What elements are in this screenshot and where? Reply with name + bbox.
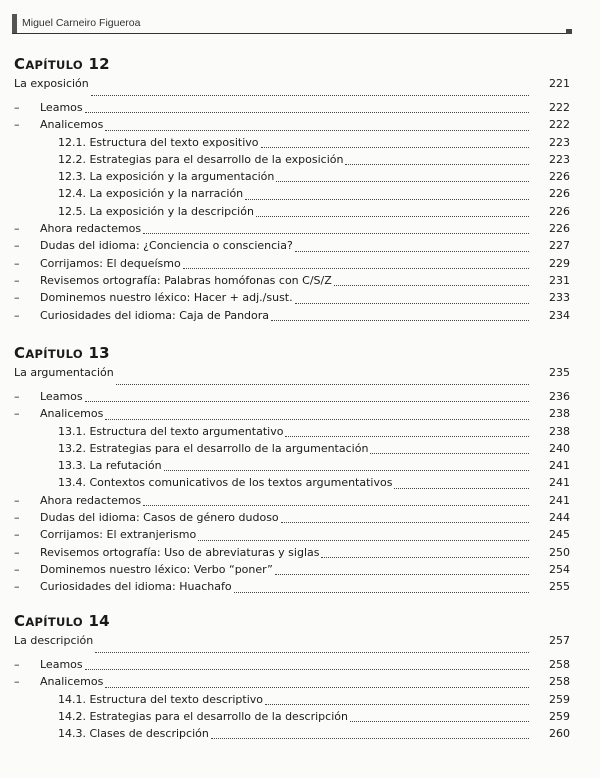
entry-page: 255 [549, 580, 570, 594]
toc-entry-main[interactable] [14, 366, 570, 390]
dash-bullet: – [14, 390, 20, 403]
toc-entry[interactable] [14, 476, 570, 493]
running-header [12, 14, 572, 34]
leader-dots [95, 652, 529, 653]
entry-page: 222 [549, 118, 570, 132]
dash-bullet: – [14, 273, 20, 287]
toc-entry[interactable] [14, 257, 570, 274]
entry-page: 226 [549, 204, 570, 218]
leader-dots [285, 436, 529, 437]
entry-page: 233 [549, 291, 570, 305]
entry-page: 234 [549, 308, 570, 322]
entry-page: 258 [549, 658, 570, 671]
dash-bullet: – [14, 658, 20, 671]
entry-label: Dudas del idioma: Casos de género dudoso [40, 511, 279, 525]
toc-entry[interactable] [14, 390, 570, 407]
leader-dots [85, 112, 529, 113]
entry-page: 226 [549, 170, 570, 184]
dash-bullet: – [14, 675, 20, 689]
entry-label: Leamos [40, 101, 83, 114]
toc-entry[interactable] [14, 274, 570, 291]
leader-dots [245, 199, 529, 200]
dash-bullet: – [14, 291, 20, 305]
entry-label: Ahora redactemos [40, 493, 142, 507]
leader-dots [143, 505, 529, 506]
leader-dots [265, 704, 529, 705]
entry-page: 244 [549, 511, 570, 525]
entry-label: 13.2. Estrategias para el desarrollo de la argumentación [58, 441, 369, 455]
entry-page: 222 [549, 101, 570, 114]
dash-bullet: – [14, 239, 20, 253]
entry-page: 245 [549, 528, 570, 542]
leader-dots [183, 268, 529, 269]
entry-page: 236 [549, 390, 570, 403]
entry-page: 258 [549, 675, 570, 689]
leader-dots [271, 320, 529, 321]
entry-page: 226 [549, 222, 570, 236]
leader-dots [85, 401, 529, 402]
dash-bullet: – [14, 528, 20, 542]
chapter-title: CAPÍTULO 14 [14, 612, 110, 630]
dash-bullet: – [14, 118, 20, 132]
entry-page: 229 [549, 256, 570, 270]
toc-entry[interactable] [14, 494, 570, 511]
entry-page: 223 [549, 152, 570, 166]
toc-entry[interactable] [14, 407, 570, 424]
entry-label: 13.4. Contextos comunicativos de los textos argumentativos [58, 476, 393, 490]
chapter-14 [14, 612, 570, 744]
entry-page: 238 [549, 407, 570, 421]
entry-page: 240 [549, 441, 570, 455]
toc-entry[interactable] [14, 136, 570, 153]
entry-label: 14.2. Estrategias para el desarrollo de la descripción [58, 709, 348, 723]
toc-entry[interactable] [14, 425, 570, 442]
leader-dots [105, 130, 529, 131]
entry-label: Analicemos [40, 675, 104, 689]
entry-label: Revisemos ortografía: Palabras homófonas con C/S/Z [40, 273, 332, 287]
entry-label: Ahora redactemos [40, 222, 142, 236]
entry-label: Leamos [40, 658, 83, 671]
toc-entry[interactable] [14, 291, 570, 308]
toc-entry-main[interactable] [14, 634, 570, 658]
entry-page: 231 [549, 273, 570, 287]
leader-dots [295, 251, 529, 252]
entry-label: 12.2. Estrategias para el desarrollo de la exposición [58, 152, 344, 166]
toc-entry[interactable] [14, 727, 570, 744]
entry-label: Corrijamos: El dequeísmo [40, 256, 181, 270]
entry-label: Revisemos ortografía: Uso de abreviaturas y siglas [40, 545, 320, 559]
toc-entry[interactable] [14, 170, 570, 187]
toc-entry[interactable] [14, 528, 570, 545]
entry-page: 254 [549, 562, 570, 576]
dash-bullet: – [14, 562, 20, 576]
leader-dots [198, 540, 529, 541]
entry-label: 13.3. La refutación [58, 459, 162, 473]
entry-label: 14.1. Estructura del texto descriptivo [58, 692, 264, 706]
toc-entry[interactable] [14, 187, 570, 204]
leader-dots [321, 557, 529, 558]
entry-label: 12.4. La exposición y la narración [58, 187, 244, 201]
toc-entry[interactable] [14, 693, 570, 710]
entry-page: 238 [549, 424, 570, 438]
entry-page: 241 [549, 459, 570, 473]
entry-page: 257 [549, 634, 570, 647]
entry-page: 235 [549, 366, 570, 379]
entry-page: 241 [549, 476, 570, 490]
toc-entry[interactable] [14, 153, 570, 170]
entry-label: La descripción [14, 634, 94, 647]
toc-entry[interactable] [14, 101, 570, 118]
leader-dots [234, 592, 529, 593]
entry-label: Dominemos nuestro léxico: Hacer + adj./sust. [40, 291, 293, 305]
toc-entry-main[interactable] [14, 77, 570, 101]
toc-entry[interactable] [14, 239, 570, 256]
leader-dots [276, 181, 529, 182]
toc-entry[interactable] [14, 205, 570, 222]
leader-dots [164, 470, 529, 471]
toc-entry[interactable] [14, 442, 570, 459]
dash-bullet: – [14, 493, 20, 507]
leader-dots [295, 303, 529, 304]
entry-page: 250 [549, 545, 570, 559]
entry-label: La argumentación [14, 366, 114, 379]
entry-page: 227 [549, 239, 570, 253]
leader-dots [105, 687, 529, 688]
entry-page: 260 [549, 727, 570, 741]
entry-label: Dominemos nuestro léxico: Verbo “poner” [40, 562, 273, 576]
entry-label: Curiosidades del idioma: Caja de Pandora [40, 308, 270, 322]
dash-bullet: – [14, 222, 20, 236]
entry-page: 226 [549, 187, 570, 201]
chapter-12 [14, 55, 570, 326]
entry-label: 14.3. Clases de descripción [58, 727, 209, 741]
dash-bullet: – [14, 511, 20, 525]
header-author: Miguel Carneiro Figueroa [22, 17, 141, 29]
leader-dots [281, 522, 529, 523]
chapter-13 [14, 344, 570, 598]
entry-page: 241 [549, 493, 570, 507]
leader-dots [275, 574, 529, 575]
dash-bullet: – [14, 545, 20, 559]
entry-label: 12.5. La exposición y la descripción [58, 204, 254, 218]
toc-entry[interactable] [14, 580, 570, 597]
header-square [566, 29, 572, 34]
leader-dots [370, 453, 529, 454]
leader-dots [211, 738, 529, 739]
dash-bullet: – [14, 101, 20, 114]
entry-label: Analicemos [40, 118, 104, 132]
chapter-title: CAPÍTULO 13 [14, 344, 110, 362]
entry-page: 259 [549, 692, 570, 706]
chapter-title: CAPÍTULO 12 [14, 55, 110, 73]
dash-bullet: – [14, 407, 20, 421]
leader-dots [256, 216, 529, 217]
leader-dots [116, 384, 529, 385]
leader-dots [105, 419, 529, 420]
leader-dots [143, 233, 529, 234]
dash-bullet: – [14, 308, 20, 322]
leader-dots [85, 669, 529, 670]
entry-label: La exposición [14, 77, 89, 90]
entry-label: Dudas del idioma: ¿Conciencia o consciencia? [40, 239, 293, 253]
toc-entry[interactable] [14, 459, 570, 476]
toc-entry[interactable] [14, 118, 570, 135]
entry-label: Leamos [40, 390, 83, 403]
entry-label: 12.3. La exposición y la argumentación [58, 170, 275, 184]
leader-dots [345, 164, 529, 165]
leader-dots [394, 488, 529, 489]
leader-dots [91, 95, 529, 96]
entry-label: Corrijamos: El extranjerismo [40, 528, 197, 542]
entry-label: 13.1. Estructura del texto argumentativo [58, 424, 284, 438]
header-bar [12, 14, 17, 33]
entry-label: 12.1. Estructura del texto expositivo [58, 135, 259, 149]
dash-bullet: – [14, 580, 20, 594]
entry-page: 221 [549, 77, 570, 90]
toc-entry[interactable] [14, 309, 570, 326]
entry-page: 259 [549, 709, 570, 723]
toc-entry[interactable] [14, 563, 570, 580]
toc-entry[interactable] [14, 710, 570, 727]
leader-dots [261, 147, 530, 148]
entry-page: 223 [549, 135, 570, 149]
toc-entry[interactable] [14, 546, 570, 563]
toc-entry[interactable] [14, 675, 570, 692]
toc-entry[interactable] [14, 511, 570, 528]
toc-entry[interactable] [14, 222, 570, 239]
entry-label: Analicemos [40, 407, 104, 421]
entry-label: Curiosidades del idioma: Huachafo [40, 580, 232, 594]
toc-entry[interactable] [14, 658, 570, 675]
leader-dots [350, 721, 529, 722]
dash-bullet: – [14, 256, 20, 270]
leader-dots [334, 285, 529, 286]
